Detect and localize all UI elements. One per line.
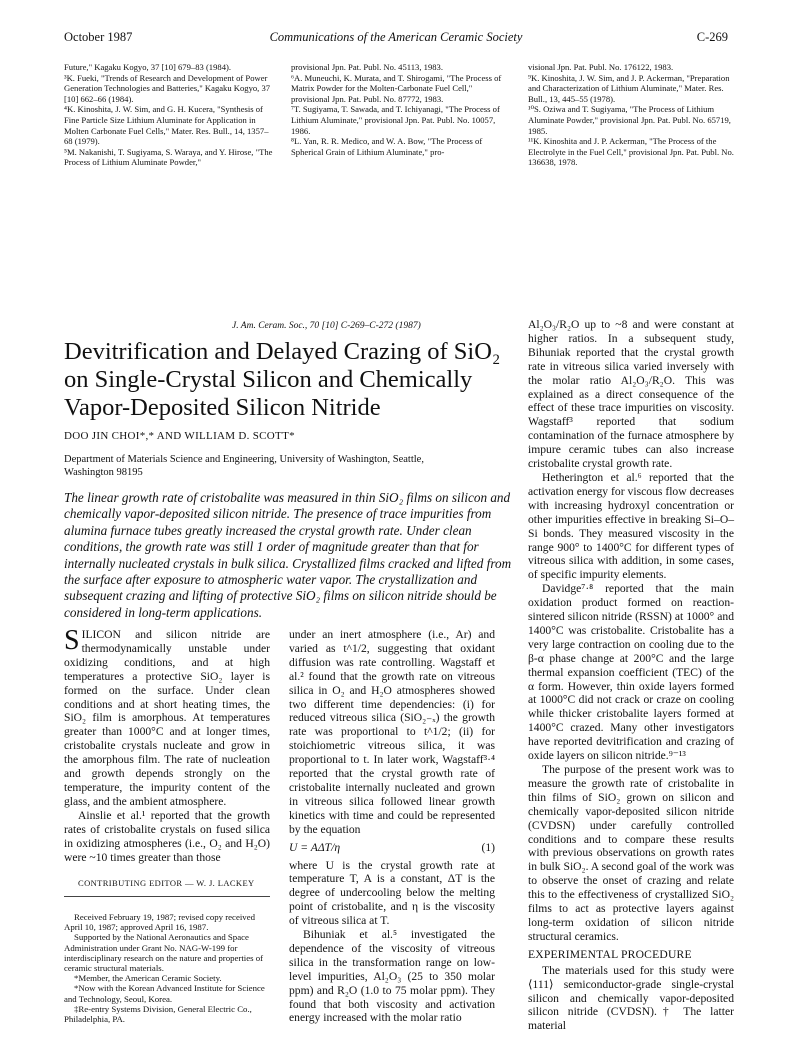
paragraph: The purpose of the present work was to measure the growth rate of cristobalite in thin films of SiO₂ grown on silicon and chemically vapor-deposited silicon nitride (CVDSN) under carefully controlled conditions and to compare these results with previous observations on growth rates in bulk SiO₂. A second goal of the work was to observe the onset of crazing and relate this to the effectiveness of crystallized SiO₂ films to act as protective layers against long-term oxidation of silicon nitride structural ceramics. xyxy=(528,763,734,943)
footnote: ‡Re-entry Systems Division, General Electric Co., Philadelphia, PA. xyxy=(64,1003,252,1025)
affiliation-line: Washington 98195 xyxy=(64,466,143,478)
header-journal: Communications of the American Ceramic Society xyxy=(269,30,523,44)
footnotes xyxy=(64,912,270,1024)
contributing-editor: CONTRIBUTING EDITOR — W. J. LACKEY xyxy=(78,878,255,888)
prev-refs-col3 xyxy=(528,62,740,168)
paragraph: where U is the crystal growth rate at temperature T, A is a constant, ΔT is the degree of undercooling below the melting point of cristobalite, and η is the viscosity of vitreous silica at T. xyxy=(289,858,495,928)
footnote: *Now with the Korean Advanced Institute for Science and Technology, Seoul, Korea. xyxy=(64,983,265,1004)
article-title xyxy=(64,338,514,422)
header-date: October 1987 xyxy=(64,30,133,44)
section-heading: EXPERIMENTAL PROCEDURE xyxy=(528,947,692,961)
prev-refs-col2 xyxy=(291,62,506,157)
authors: DOO JIN CHOI*,* AND WILLIAM D. SCOTT* xyxy=(64,430,295,442)
reference: ⁷T. Sugiyama, T. Sawada, and T. Ichiyanagi, "The Process of Lithium Aluminate," provisional Jpn. Pat. Publ. No. 10057, 1986. xyxy=(291,104,500,136)
title-line: Vapor-Deposited Silicon Nitride xyxy=(64,394,381,421)
reference: ⁴K. Kinoshita, J. W. Sim, and G. H. Kucera, "Synthesis of Fine Particle Size Lithium Aluminate for Application in Molten Carbonate Fuel Cells," Mater. Res. Bull., 14, 1357–68 (1979). xyxy=(64,104,269,147)
paragraph: Hetherington et al.⁶ reported that the activation energy for viscous flow decreases with increasing hydroxyl concentration or other impurities effective in breaking Si–O–Si bonds. They measured viscosity in the range 900° to 1400°C for different types of vitreous silica with addition, in some cases, of specific impurity elements. xyxy=(528,470,734,582)
affiliation xyxy=(64,454,464,479)
footnote: Received February 19, 1987; revised copy received April 10, 1987; approved April 16, 1987. xyxy=(64,912,256,933)
affiliation-line: Department of Materials Science and Engineering, University of Washington, Seattle, xyxy=(64,454,424,465)
reference: ⁵M. Nakanishi, T. Sugiyama, S. Waraya, and Y. Hirose, "The Process of Lithium Aluminate Powder," xyxy=(64,146,273,168)
paragraph: under an inert atmosphere (i.e., Ar) and varied as t^1/2, suggesting that oxidant diffusion was rate controlling. Wagstaff et al.² found that the growth rate on vitreous silica in O₂ and H₂O atmospheres showed two different time dependencies: (i) for reduced vitreous silica (SiO₂₋ₓ) the growth rate was proportional to t^1/2; (ii) for stoichiometric vitreous silica, it was proportional to t. In later work, Wagstaff³·⁴ reported that the crystal growth rate of cristobalite internally nucleated and grown in vitreous silica followed linear growth kinetics with time and could be represented by the equation xyxy=(289,628,495,836)
reference: ¹¹K. Kinoshita and J. P. Ackerman, "The Process of the Electrolyte in the Fuel Cell," provisional Jpn. Pat. Publ. No. 136638, 1978. xyxy=(528,136,734,168)
paragraph-text: ILICON and silicon nitride are thermodynamically unstable under oxidizing conditions, and at high temperatures a protective SiO₂ layer is formed on the surface. Under clean conditions and at short heating times, the SiO₂ film is amorphous. At temperatures greater than 1000°C and at longer times, cristobalite crystals nucleate and grow in the amorphous film. The rate of nucleation and growth depends strongly on the temperature, the impurity content of the glass, and the ambient atmosphere. xyxy=(64,628,270,808)
drop-cap: S xyxy=(64,625,80,656)
prev-refs-col1 xyxy=(64,62,276,168)
body-column-3 xyxy=(528,318,734,1033)
header-page-number: C-269 xyxy=(696,30,728,44)
paragraph: The materials used for this study were ⟨111⟩ semiconductor-grade single-crystal silicon and chemically vapor-deposited silicon nitride (CVDSN).† The latter material xyxy=(528,963,734,1033)
paragraph: Ainslie et al.¹ reported that the growth rates of cristobalite crystals on fused silica in oxidizing atmospheres (i.e., O₂ and H₂O) were ~10 times greater than those xyxy=(64,808,270,864)
paragraph: Al₂O₃/R₂O up to ~8 and were constant at higher ratios. In a subsequent study, Bihuniak reported that the crystal growth rate in vitreous silica varied inversely with the molar ratio Al₂O₃/R₂O. This was explained as a direct consequence of the effect of these trace impurities on viscosity. Wagstaff³ reported that sodium contamination of the furnace atmosphere by impure ceramic tubes can also increase cristobalite crystal growth rate. xyxy=(528,318,734,471)
reference: provisional Jpn. Pat. Publ. No. 45113, 1983. xyxy=(291,62,443,72)
equation-number: (1) xyxy=(481,840,495,854)
reference: ⁸L. Yan, R. R. Medico, and W. A. Bow, "The Process of Spherical Grain of Lithium Aluminate," pro- xyxy=(291,136,483,157)
reference: visional Jpn. Pat. Publ. No. 176122, 1983. xyxy=(528,62,674,72)
footnote-divider xyxy=(64,896,270,897)
reference: ¹⁰S. Oziwa and T. Sugiyama, "The Process of Lithium Aluminate Powder," provisional Jpn. Pat. Publ. No. 65719, 1985. xyxy=(528,104,731,136)
intro-paragraph xyxy=(64,625,270,809)
body-column-2 xyxy=(289,628,495,1025)
reference: Future," Kagaku Kogyo, 37 [10] 679–83 (1984). xyxy=(64,62,232,72)
reference: ³K. Fueki, "Trends of Research and Development of Power Generation Technologies and Batteries," Kagaku Kogyo, 37 [10] 662–66 (1984). xyxy=(64,72,271,104)
paragraph: Bihuniak et al.⁵ investigated the dependence of the viscosity of vitreous silica in the transformation range on low-level impurities, Al₂O₃ (25 to 350 molar ppm) and R₂O (1.0 to 75 molar ppm). They found that both viscosity and activation energy increased with the molar ratio xyxy=(289,928,495,1025)
reference: ⁶A. Muneuchi, K. Murata, and T. Shirogami, "The Process of Matrix Powder for the Molten-Carbonate Fuel Cell," provisional Jpn. Pat. Publ. No. 87772, 1983. xyxy=(291,72,502,104)
title-line: Devitrification and Delayed Crazing of SiO₂ xyxy=(64,338,501,365)
abstract: The linear growth rate of cristobalite was measured in thin SiO₂ films on silicon and chemically vapor-deposited silicon nitride. The presence of trace impurities from alumina furnace tubes greatly increased the crystal growth rate. Under clean conditions, the growth rate was still 1 order of magnitude greater than that for internally nucleated crystals in bulk silica. Crystallized films cracked and lifted from the surface after exposure to atmospheric water vapor. The crystallization and subsequent crazing and lifting of protective SiO₂ films on silicon nitride should be considered in long-term applications. xyxy=(64,490,512,620)
body-column-1 xyxy=(64,625,270,864)
reference: ⁹K. Kinoshita, J. W. Sim, and J. P. Ackerman, "Preparation and Characterization of Lithium Aluminate," Mater. Res. Bull., 13, 445–55 (1978). xyxy=(528,72,730,104)
journal-citation: J. Am. Ceram. Soc., 70 [10] C-269–C-272 (1987) xyxy=(232,321,421,331)
footnote: *Member, the American Ceramic Society. xyxy=(74,973,222,984)
footnote: Supported by the National Aeronautics and Space Administration under Grant No. NAG-W-199 for interdisciplinary research on the nature and properties of ceramic structural materials. xyxy=(64,932,264,974)
title-line: on Single-Crystal Silicon and Chemically xyxy=(64,366,473,393)
equation xyxy=(289,841,495,855)
paragraph: Davidge⁷·⁸ reported that the main oxidation product formed on reaction-sintered silicon nitride (RSSN) at 1000° and 1400°C was cristobalite. Cristobalite has a very large contraction on cooling due to the β-α phase change at 200°C and the large thermal expansion coefficient (TEC) of the α form. However, thin oxide layers formed at 1000°C did not crack or craze on cooling while thicker cristobalite layers formed at 1400°C crazed. Many other investigators have reported devitrification and crazing of oxide layers on silicon nitride.⁹⁻¹³ xyxy=(528,582,734,763)
equation-text: U = AΔT/η xyxy=(289,840,341,854)
